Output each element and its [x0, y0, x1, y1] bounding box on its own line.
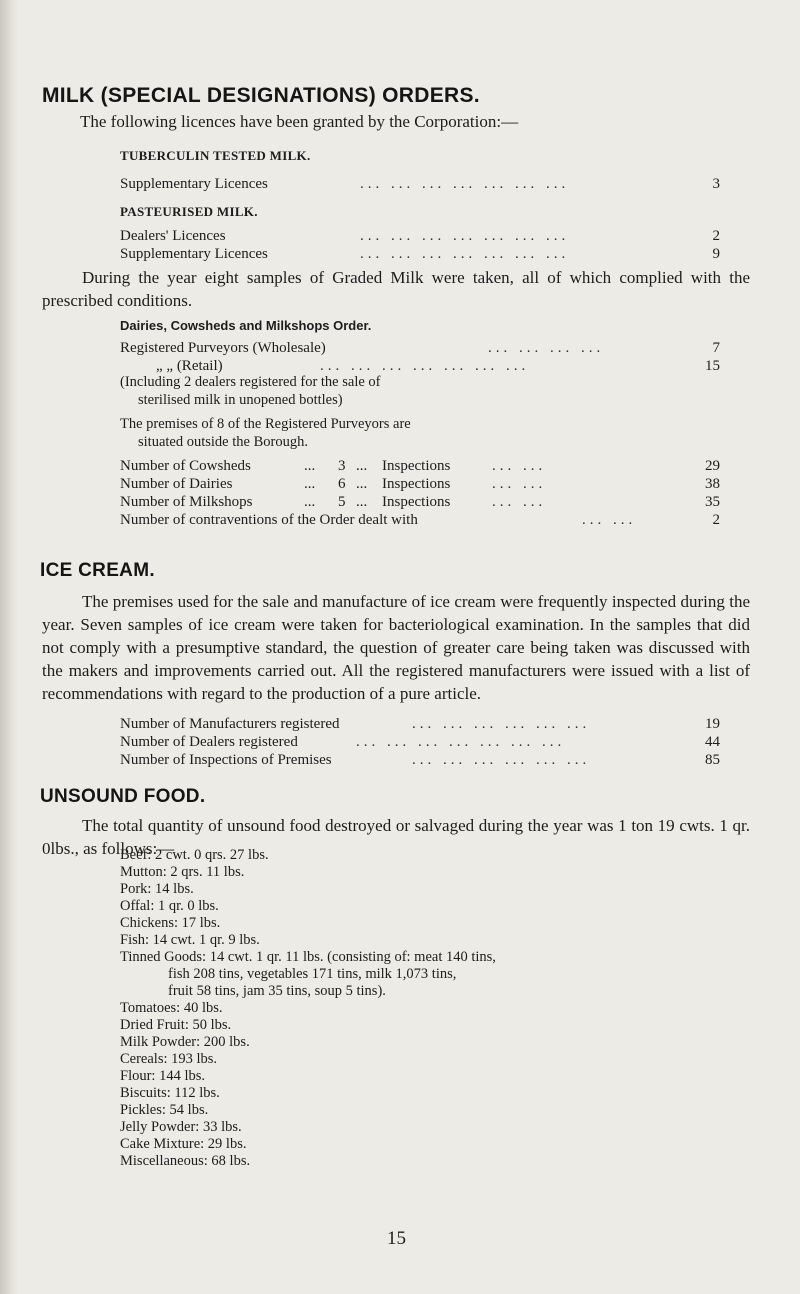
ice-cream-row — [120, 714, 720, 734]
contraventions-label: Number of contraventions of the Order dealt with — [120, 512, 418, 528]
list-item: Offal: 1 qr. 0 lbs. — [120, 898, 219, 914]
list-item: Tomatoes: 40 lbs. — [120, 1000, 223, 1016]
pasteurised-row-label: Dealers' Licences — [120, 228, 226, 244]
list-item: Fish: 14 cwt. 1 qr. 9 lbs. — [120, 932, 260, 948]
pasteurised-row-label: Supplementary Licences — [120, 246, 268, 262]
retail-row — [120, 356, 720, 376]
count-dots: ... — [356, 494, 368, 510]
list-item-continuation: fish 208 tins, vegetables 171 tins, milk 1,073 tins, — [168, 966, 457, 982]
dairies-title: Dairies, Cowsheds and Milkshops Order. — [120, 318, 372, 333]
list-item: Jelly Powder: 33 lbs. — [120, 1119, 242, 1135]
cowsheds-row — [120, 456, 720, 476]
count-value: 35 — [705, 494, 720, 510]
list-item: Flour: 144 lbs. — [120, 1068, 205, 1084]
count-label: Number of Milkshops — [120, 494, 253, 510]
count-dots-tail: ... ... — [492, 476, 547, 492]
ttm-row-value: 3 — [712, 176, 720, 192]
retail-dots: ... ... ... ... ... ... ... — [320, 358, 530, 374]
contraventions-value: 2 — [712, 512, 720, 528]
count-dots: ... — [304, 494, 316, 510]
contraventions-row — [120, 510, 720, 530]
count-label: Number of Dairies — [120, 476, 233, 492]
ice-cream-row-value: 19 — [705, 716, 720, 732]
ice-cream-row-value: 44 — [705, 734, 720, 750]
count-dots-tail: ... ... — [492, 458, 547, 474]
unsound-food-paragraph: The total quantity of unsound food destroyed or salvaged during the year was 1 ton 19 cwts. 1 qr. 0lbs., as follows:— — [42, 816, 750, 858]
list-item: Mutton: 2 qrs. 11 lbs. — [120, 864, 245, 880]
count-dots: ... — [356, 458, 368, 474]
list-item: Chickens: 17 lbs. — [120, 915, 221, 931]
ice-cream-heading: ICE CREAM. — [40, 560, 155, 581]
list-item: Tinned Goods: 14 cwt. 1 qr. 11 lbs. (consisting of: meat 140 tins, — [120, 949, 496, 965]
retail-value: 15 — [705, 358, 720, 374]
ice-cream-row-dots: ... ... ... ... ... ... ... — [356, 734, 566, 750]
pasteurised-title: PASTEURISED MILK. — [120, 204, 258, 219]
count-dots-tail: ... ... — [492, 494, 547, 510]
ttm-row-dots: ... ... ... ... ... ... ... — [360, 176, 570, 192]
count-number: 5 — [338, 494, 346, 510]
count-number: 3 — [338, 458, 346, 474]
ice-cream-row-dots: ... ... ... ... ... ... — [412, 716, 591, 732]
graded-milk-paragraph: During the year eight samples of Graded Milk were taken, all of which complied with the prescribed conditions. — [42, 268, 750, 310]
ttm-row — [120, 174, 720, 194]
count-what: Inspections — [382, 458, 451, 474]
milkshops-row — [120, 492, 720, 512]
wholesale-value: 7 — [712, 340, 720, 356]
list-item: Dried Fruit: 50 lbs. — [120, 1017, 232, 1033]
count-label: Number of Cowsheds — [120, 458, 251, 474]
count-dots: ... — [304, 476, 316, 492]
including-line-1: (Including 2 dealers registered for the sale of — [120, 374, 381, 390]
page-heading: MILK (SPECIAL DESIGNATIONS) ORDERS. — [42, 84, 480, 107]
wholesale-dots: ... ... ... ... — [488, 340, 605, 356]
ice-cream-row — [120, 732, 720, 752]
wholesale-label: Registered Purveyors (Wholesale) — [120, 340, 326, 356]
pasteurised-row-value: 2 — [712, 228, 720, 244]
pasteurised-row-value: 9 — [712, 246, 720, 262]
page-number: 15 — [387, 1228, 406, 1249]
retail-label: „ „ (Retail) — [156, 358, 223, 374]
ice-cream-row — [120, 750, 720, 770]
intro-text: The following licences have been granted by the Corporation:— — [80, 112, 519, 131]
list-item: Milk Powder: 200 lbs. — [120, 1034, 250, 1050]
list-item: Miscellaneous: 68 lbs. — [120, 1153, 251, 1169]
pasteurised-row — [120, 226, 720, 246]
count-what: Inspections — [382, 494, 451, 510]
ttm-row-label: Supplementary Licences — [120, 176, 268, 192]
ice-cream-row-value: 85 — [705, 752, 720, 768]
count-value: 29 — [705, 458, 720, 474]
list-item-continuation: fruit 58 tins, jam 35 tins, soup 5 tins). — [168, 983, 386, 999]
count-dots: ... — [304, 458, 316, 474]
ice-cream-paragraph: The premises used for the sale and manufacture of ice cream were frequently inspected during the year. Seven samples of ice cream were taken for bacteriological examination. In the samples that did not comply with a presumptive standard, the question of greater care being taken was discussed with the makers and improvements carried out. All the registered manufacturers were issued with a list of recommendations with regard to the production of a pure article. — [42, 592, 750, 703]
premises-line-2: situated outside the Borough. — [138, 434, 308, 450]
pasteurised-row — [120, 244, 720, 264]
count-number: 6 — [338, 476, 346, 492]
including-line-2: sterilised milk in unopened bottles) — [138, 392, 343, 408]
list-item: Pork: 14 lbs. — [120, 881, 194, 897]
dairies-row — [120, 474, 720, 494]
ice-cream-row-label: Number of Manufacturers registered — [120, 716, 340, 732]
pasteurised-row-dots: ... ... ... ... ... ... ... — [360, 246, 570, 262]
count-what: Inspections — [382, 476, 451, 492]
ttm-title: TUBERCULIN TESTED MILK. — [120, 148, 311, 163]
ice-cream-row-label: Number of Inspections of Premises — [120, 752, 332, 768]
list-item: Beef: 2 cwt. 0 qrs. 27 lbs. — [120, 847, 269, 863]
list-item: Cereals: 193 lbs. — [120, 1051, 218, 1067]
contraventions-dots: ... ... — [582, 512, 637, 528]
premises-line-1: The premises of 8 of the Registered Purveyors are — [120, 416, 411, 432]
list-item: Biscuits: 112 lbs. — [120, 1085, 220, 1101]
list-item: Pickles: 54 lbs. — [120, 1102, 209, 1118]
count-value: 38 — [705, 476, 720, 492]
ice-cream-row-dots: ... ... ... ... ... ... — [412, 752, 591, 768]
wholesale-row — [120, 338, 720, 358]
pasteurised-row-dots: ... ... ... ... ... ... ... — [360, 228, 570, 244]
ice-cream-row-label: Number of Dealers registered — [120, 734, 298, 750]
list-item: Cake Mixture: 29 lbs. — [120, 1136, 247, 1152]
count-dots: ... — [356, 476, 368, 492]
unsound-food-heading: UNSOUND FOOD. — [40, 786, 206, 807]
